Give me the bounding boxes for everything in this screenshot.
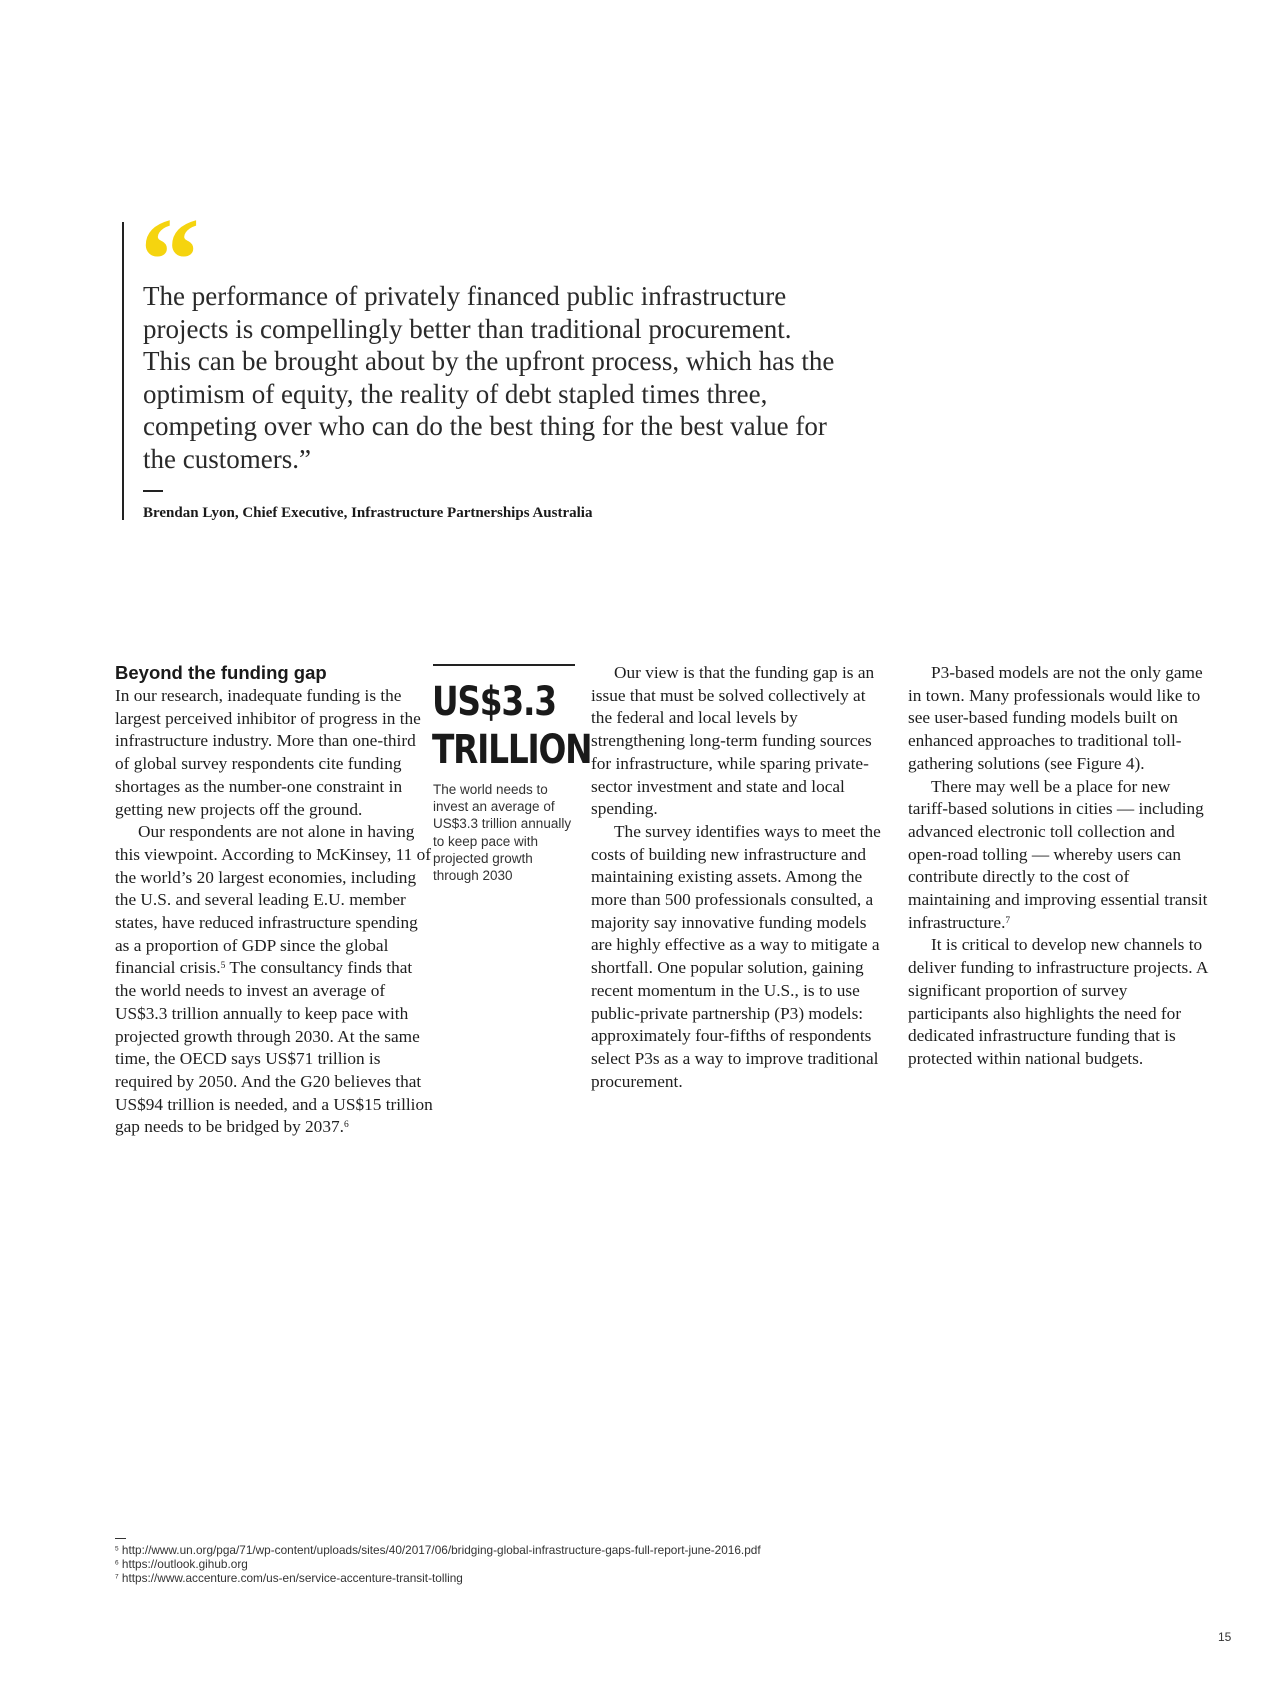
paragraph: P3-based models are not the only game in town. Many professionals would like to see user-based funding models built on enhanced approaches to traditional toll-gathering solutions (see Figure 4). <box>908 663 1203 773</box>
paragraph: There may well be a place for new tariff-based solutions in cities — including advanced electronic toll collection and open-road tolling — whereby users can contribute directly to the cost of maintaining and improving essential transit infrastructure.$^7$ <box>908 776 1208 932</box>
page-number: 15 <box>1218 1630 1232 1644</box>
stat-rule <box>433 664 575 666</box>
footnote-ref[interactable]: 5 <box>220 961 226 972</box>
paragraph: In our research, inadequate funding is the largest perceived inhibitor of progress in the infrastructure industry. More than one-third of global survey respondents cite funding shortages as the number-one constraint in getting new projects off the ground. <box>115 686 421 819</box>
footnote[interactable]: $^6$ https://outlook.gihub.org <box>115 1557 248 1571</box>
body-column-1 <box>115 662 433 1139</box>
paragraph: Our view is that the funding gap is an issue that must be solved collectively at the federal and local levels by strengthening long-term funding sources for infrastructure, while sparing private-sector investment and state and local spending. <box>591 663 875 819</box>
pull-quote-text: The performance of privately financed public infrastructure projects is compellingly better than traditional procurement. This can be brought about by the upfront process, which has the optimism of equity, the reality of debt stapled times three, competing over who can do the best thing for the best value for the customers.” <box>143 281 835 474</box>
stat-description: The world needs to invest an average of US$3.3 trillion annually to keep pace with projected growth through 2030 <box>433 782 572 884</box>
paragraph: The survey identifies ways to meet the costs of building new infrastructure and maintaining existing assets. Among the more than 500 professionals consulted, a majority say innovative funding models are highly effective as a way to mitigate a shortfall. One popular solution, gaining recent momentum in the U.S., is to use public-private partnership (P3) models: approximately four-fifths of respondents select P3s as a way to improve traditional procurement. <box>591 821 881 1091</box>
paragraph: Our respondents are not alone in having this viewpoint. According to McKinsey, 11 of the world’s 20 largest economies, including the U.S. and several leading E.U. member states, have reduced infrastructure spending as a proportion of GDP since the global financial crisis.$^5$ The consultancy finds that the world needs to invest an average of US$3.3 trillion annually to keep pace with projected growth through 2030. At the same time, the OECD says US$71 trillion is required by 2050. And the G20 believes that US$94 trillion is needed, and a US$15 trillion gap needs to be bridged by 2037.$^6$ <box>115 822 433 1137</box>
paragraph: It is critical to develop new channels to deliver funding to infrastructure projects. A significant proportion of survey participants also highlights the need for dedicated infrastructure funding that is protected within national budgets. <box>908 935 1208 1068</box>
footnote-ref[interactable]: 6 <box>343 1120 349 1131</box>
quotation-mark-icon: “ <box>140 193 200 326</box>
quote-rule <box>122 222 124 520</box>
footnote[interactable]: $^5$ http://www.un.org/pga/71/wp-content/uploads/sites/40/2017/06/bridging-global-infrastructure-gaps-full-report-june-2016.pdf <box>115 1543 761 1557</box>
section-heading: Beyond the funding gap <box>115 662 327 683</box>
body-column-3 <box>591 662 881 1093</box>
footnote-divider <box>115 1538 126 1539</box>
footnotes <box>115 1543 761 1585</box>
stat-value: US$3.3 TRILLION <box>432 679 592 773</box>
body-column-4 <box>908 662 1208 1071</box>
footnote[interactable]: $^7$ https://www.accenture.com/us-en/service-accenture-transit-tolling <box>115 1571 463 1585</box>
quote-attribution: Brendan Lyon, Chief Executive, Infrastructure Partnerships Australia <box>143 505 593 521</box>
footnote-ref[interactable]: 7 <box>1005 915 1011 926</box>
attribution-dash <box>143 490 163 492</box>
